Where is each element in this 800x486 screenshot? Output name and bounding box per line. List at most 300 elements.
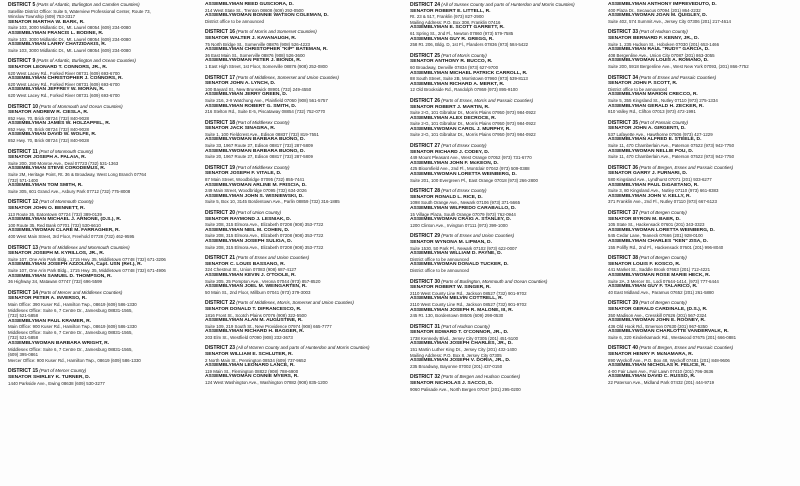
office-address: Suite 1530, 50 Park Pl., Newark 07102 (973) 622-0007 (410, 245, 517, 251)
legislator-name: ASSEMBLYWOMAN CHARLOTTE VANDERVALK, R. (608, 329, 729, 335)
office-address: District office to be announced (205, 18, 264, 24)
district-description: (Part of Bergen County) (639, 300, 687, 306)
legislator-name: ASSEMBLYMAN JOHN V. KELLY, R. (608, 193, 691, 199)
office-address: Middlesex Office: Suite 6, 7 Centre Dr., Jamesburg 08831-1565, (8, 329, 133, 335)
legislator-name: ASSEMBLYMAN JOHN F. McKEON, D. (410, 160, 499, 166)
legislator-name: ASSEMBLYMAN NICHOLAS R. FELICE, R. (608, 363, 707, 369)
district-block (410, 374, 593, 392)
district-heading (410, 143, 593, 150)
legislator-name: SENATOR WILLIAM E. SCHLUTER, R. (205, 352, 293, 358)
district-number: DISTRICT 40 (608, 345, 639, 352)
district-number: DISTRICT 16 (205, 29, 236, 36)
district-heading (205, 210, 388, 217)
legislator-name: ASSEMBLYMAN WILFREDO CARABALLO, D. (410, 206, 516, 211)
office-address: 203 Elm St., Westfield 07090 (908) 232-3673 (205, 334, 293, 340)
office-address: 2110 West County Line Rd., Jackson 08527 (732) 901-9702 (410, 301, 527, 307)
office-address: Suite 33, 1967 Route 27, Edison 08817 (732) 287-5809 (205, 143, 313, 149)
district-number: DISTRICT 18 (205, 119, 236, 126)
legislator-name: ASSEMBLYWOMAN DONALD TUCKER, D. (410, 262, 509, 268)
district-block (205, 345, 388, 385)
district-heading (205, 75, 388, 82)
directory-column-2 (205, 2, 388, 482)
legislator-name: ASSEMBLYWOMAN BARBARA BUONO, D. (205, 148, 305, 154)
office-address: Suite 305, 601 Grand Ave., Asbury Park 07712 (732) 775-8008 (8, 188, 131, 194)
district-description: (Parts of Bergen, Essex and Passaic Counties) (639, 164, 734, 170)
office-address: 580 Kingsland Ave., Lyndhurst 07071 (201) 933-6277 (608, 177, 712, 183)
district-heading (205, 255, 388, 262)
office-address: 36 East Main St., Somerville 08876 (908) 526-3600 (205, 52, 305, 58)
legislator-name: SENATOR GERALD CARDINALE, (D.S.), R. (608, 306, 708, 312)
legislator-name: ASSEMBLYMAN ANTHONY IMPREVEDUTO, D. (608, 2, 717, 7)
district-description: (Parts of Essex and Union Counties) (441, 233, 515, 239)
district-number: DISTRICT 21 (205, 255, 236, 262)
legislator-name: ASSEMBLYMAN JOSEPH CHARLES, JR., D. (410, 341, 513, 347)
district-heading (205, 120, 388, 127)
district-description: (All of Sussex County and parts of Hunterdon and Morris Counties) (441, 2, 575, 7)
legislator-name: ASSEMBLYMAN REED GUSCIORA, D. (205, 2, 294, 7)
district-heading (608, 300, 794, 307)
district-description: (Parts of Monmouth and Ocean Counties) (39, 103, 123, 109)
district-number: DISTRICT 12 (8, 199, 39, 206)
district-heading (205, 165, 388, 172)
district-block (205, 2, 388, 24)
legislator-name: SENATOR BERNARD F. KENNY, JR., D. (608, 35, 699, 41)
office-address: 9060 Palisade Ave., North Bergen 07047 (201) 295-0200 (410, 386, 521, 392)
district-block (205, 165, 388, 205)
legislator-name: SENATOR RONALD L. RICE, D. (410, 194, 483, 200)
district-heading (8, 149, 191, 156)
office-address: 151 Martin Luther King Dr., Jersey City (201) 432-1400 (410, 347, 517, 353)
legislator-name: SENATOR JOSEPH A. PALAIA, R. (8, 155, 87, 161)
office-address: 61 Spring St., 2nd Fl., Newton 07860 (973) 579-7585 (410, 30, 514, 36)
office-address: Suite 103, 3000 Midlantic Dr., Mt. Laurel 08054 (609) 234-0080 (8, 47, 131, 53)
district-number: DISTRICT 15 (8, 368, 39, 375)
district-block (608, 120, 794, 160)
district-heading (8, 245, 191, 252)
district-heading (205, 345, 388, 352)
office-address: 1816 Front St., Scotch Plains 07076 (908) 322-5500 (205, 312, 307, 318)
district-number: DISTRICT 23 (205, 345, 236, 352)
office-address: Suite 2A, 3 Mercer St., Lodi 07644-1414, (973) 777-6444 (608, 278, 719, 284)
district-heading (608, 120, 794, 127)
office-address: Suite 5, Box 10, 3145 Bordentown Ave., Parlin 08859 (732) 316-1885 (205, 199, 340, 205)
office-address: 87 Main Street, Woodbridge 07095 (732) 855-7441 (205, 177, 305, 183)
district-number: DISTRICT 34 (608, 74, 639, 81)
office-address: District office to be announced (410, 256, 469, 262)
district-block (608, 300, 794, 340)
legislator-name: ASSEMBLYMAN MARION CRECCO, R. (608, 92, 698, 98)
office-address: 810 Valley Rd., Clifton 07013 (973) 472-1991 (608, 109, 696, 115)
legislator-name: SENATOR JOHN A. LYNCH, D. (205, 81, 276, 87)
office-address: Suite 2-G, 101 Gibraltar Dr., Morris Plains 07950 (973) 984-0922 (410, 121, 536, 127)
legislator-name: ASSEMBLYMAN DAVID W. WOLFE, R. (8, 132, 97, 138)
district-block (205, 75, 388, 115)
office-address: 537 Lafayette Ave., Hawthorne 07506 (973) 427-1229 (608, 131, 713, 137)
office-address: 350 Madison Ave., Cresskill 07626 (201) 567-2324 (608, 312, 707, 318)
office-address: 400 West Main Street, 3rd Floor, Freehold 07728 (732) 462-9595 (8, 233, 135, 239)
office-address: 852 Hwy. 70, Brick 08724 (732) 840-9028 (8, 115, 89, 121)
directory-column-4 (608, 2, 794, 482)
district-number: DISTRICT 11 (8, 148, 38, 155)
office-address: Suite 2M, Heritage Point, Rt. 36 & Broadway, West Long Branch 07764 (8, 172, 147, 178)
office-address: Mailing Address: P.O. Box 308, Franklin 07416 (410, 19, 501, 25)
office-address: 60 Broadway, Denville 07834 (973) 627-9700 (410, 64, 499, 70)
district-block (205, 29, 388, 69)
office-address: 15 Village Plaza, South Orange 07079 (973) 762-0944 (410, 211, 516, 217)
district-description: (Part of Hudson County) (441, 323, 490, 329)
legislator-name: ASSEMBLYWOMAN ARLINE M. FRISCIA, D. (205, 182, 307, 188)
office-address: Mercer Office: 900 Kuser Rd., Hamilton Twp., 08619 (609) 586-1330 (8, 357, 141, 363)
district-number: DISTRICT 5 (8, 2, 36, 8)
legislator-name: ASSEMBLYMAN GUY R. GREGG, R. (410, 36, 494, 42)
office-address: Suite 20, 1967 Route 27, Edison 08817 (732) 287-5809 (205, 154, 313, 160)
legislator-name: SENATOR RICHARD J. CODEY, D. (410, 149, 490, 155)
legislator-name: ASSEMBLYMAN SAMUEL D. THOMPSON, R. (8, 273, 112, 279)
district-description: (Part of Bergen County) (639, 210, 687, 215)
district-heading (410, 2, 593, 9)
office-address: 1 East High Street, 1st Floor, Somerville 08876 (908) 252-0800 (205, 63, 328, 69)
legislator-name: SENATOR SHIRLEY K. TURNER, D. (8, 375, 91, 381)
district-number: DISTRICT 36 (608, 164, 639, 171)
district-description: (Parts of Middlesex, Somerset and Union Counties) (236, 74, 339, 80)
office-address: Suite 5, 355 Kingsland St., Nutley 07110 (973) 275-1334 (608, 97, 718, 103)
legislator-name: SENATOR NICHOLAS J. SACCO, D. (410, 381, 494, 387)
office-address: Suite 1, 235 Hudson St., Hoboken 07030 (201) 653-1466 (608, 41, 720, 47)
legislator-name: ASSEMBLYMAN E. SCOTT GARRETT, R. (410, 25, 505, 31)
legislator-name: SENATOR RAYMOND J. LESNIAK, D. (205, 216, 292, 222)
office-address: 436 Old Hook Rd., Emerson 07630 (201) 967-5350 (608, 323, 708, 329)
district-description: (Part of Monmouth County) (39, 199, 94, 205)
district-description: (Part of Union County) (236, 210, 282, 215)
district-heading (8, 199, 191, 206)
district-block (410, 324, 593, 370)
office-address: Winslow Township (609) 753-3317 (8, 14, 76, 20)
district-block (608, 255, 794, 295)
office-address: 235 Broadway, Bayonne 07002 (201) 437-0150 (410, 363, 503, 369)
office-address: Suite 109, 219 South St., New Providence 07974 (908) 665-7777 (205, 323, 332, 329)
district-number: DISTRICT 22 (205, 300, 236, 307)
office-address: 852 Hwy. 70, Brick 08724 (732) 840-9028 (8, 126, 89, 132)
office-address: Suite 6, 220 Kinderkamack Rd., Westwood 07675 (201) 666-0881 (608, 334, 737, 340)
district-block (608, 29, 794, 69)
district-description: (Parts of Middlesex, Morris, Somerset and Union Counties) (236, 300, 354, 306)
office-address: Suite 216, 2-9 Watchung Ave., Plainfield 07060 (908) 561-5757 (205, 97, 328, 103)
office-address: 216 Stelton Rd., Suite E-5, Piscataway 08854 (732) 752-0770 (205, 109, 326, 115)
district-heading (608, 75, 794, 82)
district-block (205, 255, 388, 295)
office-address: 620 West Lacey Rd., Forked River 08731 (609) 693-6700 (8, 70, 120, 76)
legislator-name: SENATOR JOSEPH F. VITALE, D. (205, 171, 282, 177)
legislator-name: SENATOR JOHN O. BENNETT, R. (8, 206, 85, 211)
district-description: (Part of Morris County) (441, 52, 487, 58)
district-number: DISTRICT 14 (8, 289, 39, 296)
district-block (608, 345, 794, 385)
district-heading (410, 374, 593, 381)
district-heading (410, 53, 593, 60)
office-address: (732) 521-5858 (8, 313, 39, 319)
district-block (8, 2, 191, 53)
office-address: 113 Route 35, Eatontown 07724 (732) 389-0139 (8, 211, 102, 217)
office-address: Suite 205, 25 Pompton Ave., Verona 07044 (973) 857-8520 (205, 278, 321, 284)
legislator-name: ASSEMBLYMAN PAUL KRAMER, R. (8, 318, 92, 324)
district-block (8, 368, 191, 386)
district-number: DISTRICT 10 (8, 103, 39, 110)
office-address: 620 West Lacey Rd., Forked River 08731 (609) 693-6700 (8, 81, 120, 87)
district-heading (205, 300, 388, 307)
legislator-name: ASSEMBLYWOMAN JOAN M. QUIGLEY, D. (608, 13, 708, 19)
district-number: DISTRICT 28 (410, 188, 441, 195)
district-heading (410, 279, 593, 286)
office-address: Suite 107, One Arin Park Bldg., 1715 Hwy. 35, Middletown 07748 (732) 671-3206 (8, 256, 166, 262)
legislator-name: SENATOR JOHN A. GIRGENTI, D. (608, 126, 686, 132)
office-address: 249 Main Street, Woodbridge 07095 (732) 634-2026 (205, 188, 307, 194)
district-heading (608, 29, 794, 36)
district-description: (Parts of Essex and Union Counties) (236, 255, 310, 261)
district-description: (Part of Essex County) (441, 143, 487, 149)
district-number: DISTRICT 25 (410, 52, 441, 59)
office-address: Mailing Address: P.O. Box 8, Jersey City 07305 (410, 352, 502, 358)
legislator-name: ASSEMBLYMAN MICHAEL J. ARNONE, (D.S.), R. (8, 217, 122, 223)
district-description: (Parts of Burlington, Monmouth and Ocean Counties) (441, 278, 548, 284)
legislator-name: ASSEMBLYWOMAN NELLIE POU, D. (608, 148, 694, 154)
office-address: Suite 11, 470 Chamberlain Ave., Paterson 07522 (973) 942-7750 (608, 143, 735, 149)
district-heading (410, 188, 593, 195)
legislator-name: ASSEMBLYMAN FRANCIS L. BODINE, R. (8, 30, 104, 36)
legislator-name: SENATOR ANDREW R. CIESLA, R. (8, 110, 89, 116)
legislator-name: ASSEMBLYMAN MELVIN COTTRELL, R. (410, 296, 503, 302)
district-number: DISTRICT 31 (410, 323, 441, 330)
legislator-name: SENATOR GARRY J. FURNARI, D. (608, 171, 688, 177)
district-block (8, 58, 191, 98)
office-address: 258 Rt. 206, Bldg. D, 1st Fl., Flanders 07836 (973) 584-5422 (410, 42, 529, 48)
office-address: Suite 2-G, 101 Gibraltar Dr., Morris Plains 07950 (973) 984-0922 (410, 132, 536, 138)
district-block (205, 120, 388, 160)
legislator-name: ASSEMBLYMAN TOM SMITH, R. (8, 183, 83, 189)
district-block (8, 104, 191, 144)
legislator-name: SENATOR JOHN P. SCOTT, R. (608, 81, 678, 87)
directory-column-1 (8, 2, 191, 482)
office-address: Suite 3, 80 Kingsland Ave., Nutley 07110 (973) 661-8383 (608, 188, 719, 194)
office-address: 36 Highway 34, Matawan 07747 (732) 696-5599 (8, 279, 102, 285)
office-address: 155 Polifly Rd., 2nd Fl., Hackensack 07601 (201) 996-8040 (608, 244, 724, 250)
office-address: 245 Rt. 130, Bordentown 08505 (609) 298-0530 (410, 313, 504, 319)
office-address: 441 Market St., Saddle Brook 07663 (201) 712-4221 (608, 267, 711, 273)
district-description: (Parts of Bergen and Hudson Counties) (441, 374, 521, 380)
legislator-name: ASSEMBLYMAN JOSEPH AZZOLINA, Capt. USN (Ret.), R. (8, 262, 143, 268)
legislator-name: SENATOR MARTHA W. BARK, R. (8, 19, 85, 25)
district-block (608, 165, 794, 205)
legislator-name: ASSEMBLYMAN GUY F. TALARICO, R. (608, 284, 698, 290)
district-description: (Part of Monmouth County) (39, 148, 94, 154)
district-block (410, 279, 593, 319)
legislator-name: SENATOR EDWARD T. O'CONNOR, JR., D. (410, 330, 509, 336)
office-address: 4-00 Fair Lawn Ave., Fair Lawn 07410 (201) 796-3636 (608, 368, 714, 374)
district-description: (Parts of Morris and Somerset Counties) (236, 29, 317, 35)
district-number: DISTRICT 37 (608, 210, 639, 216)
legislator-name: SENATOR WYNONA M. LIPMAN, D. (410, 239, 492, 245)
office-address: 2110 West County Line Rd., Jackson 08527 (732) 901-9702 (410, 290, 527, 296)
legislator-name: ASSEMBLYMAN ROBERT G. SMITH, D. (205, 103, 297, 109)
legislator-name: ASSEMBLYMAN KEVIN J. O'TOOLE, R. (205, 272, 296, 278)
office-address: 324 Chestnut St., Union 07083 (908) 687-4127 (205, 267, 297, 273)
district-block (608, 75, 794, 115)
district-description: (Parts of Atlantic, Burlington and Camden Counties) (36, 2, 140, 7)
legislator-name: ASSEMBLYWOMAN LOUIS A. ROMANO, D. (608, 58, 709, 64)
office-address: 890 Wyckoff Ave., P.O. Box 48, Wyckoff 07481 (201) 848-9606 (608, 357, 730, 363)
office-address: 124 West Washington Ave., Washington 07882 (908) 835-1200 (205, 380, 328, 386)
office-address: Main Office: 900 Kuser Rd., Hamilton Twp., 08619 (609) 586-1330 (8, 324, 137, 330)
legislator-name: SENATOR ROBERT W. SINGER, R. (410, 285, 491, 291)
district-heading (8, 2, 191, 9)
office-address: Suite 208, 315 Elmora Ave., Elizabeth 07208 (908) 353-7722 (205, 222, 324, 228)
district-number: DISTRICT 29 (410, 233, 441, 240)
legislator-name: ASSEMBLYMAN RICHARD A. MERKT, R. (410, 81, 505, 87)
legislator-name: ASSEMBLYMAN JOEL M. WEINGARTEN, R. (205, 284, 307, 290)
district-number: DISTRICT 38 (608, 255, 639, 262)
district-description: (Parts of Essex and Passaic Counties) (639, 74, 717, 80)
district-number: DISTRICT 19 (205, 164, 236, 171)
district-number: DISTRICT 35 (608, 119, 639, 126)
district-number: DISTRICT 13 (8, 244, 39, 251)
office-address: 214 West State St., Trenton 08608 (609) 292-0500 (205, 7, 304, 13)
district-heading (8, 290, 191, 297)
legislator-name: SENATOR LEONARD T. CONNORS, JR., R. (8, 64, 108, 70)
district-block (8, 245, 191, 285)
office-address: Middlesex Office: Suite 6, 7 Centre Dr., Jamesburg 08831-1565, (8, 307, 133, 313)
district-heading (8, 58, 191, 65)
district-description: (Part of Middlesex County) (236, 164, 290, 170)
district-block (410, 98, 593, 138)
legislator-name: ASSEMBLYWOMAN CLARE M. FARRAGHER, R. (8, 228, 120, 234)
legislator-name: ASSEMBLYWOMAN CAROL J. MURPHY, R. (410, 126, 511, 132)
district-heading (608, 345, 794, 352)
office-address: (609) 395-0861 (8, 352, 39, 358)
district-block (410, 143, 593, 183)
district-heading (608, 210, 794, 217)
legislator-name: ASSEMBLYWOMAN ROSE MARIE HECK, R. (608, 272, 711, 278)
legislator-name: SENATOR ANTHONY R. BUCCO, R. (410, 59, 493, 65)
district-number: DISTRICT 27 (410, 143, 441, 150)
office-address: District office to be announced (410, 267, 469, 273)
district-block (608, 210, 794, 250)
office-address: (732) 571-1400 (8, 177, 39, 183)
district-description: (Parts of Mercer and Middlesex Counties) (39, 289, 123, 295)
legislator-name: ASSEMBLYMAN JOSEPH R. MALONE, III, R. (410, 307, 514, 313)
district-description: (Part of Passaic County) (639, 119, 689, 125)
office-address: Suite 107, One Arin Park Bldg., 1715 Hwy. 35, Middletown 07748 (732) 671-4906 (8, 267, 166, 273)
district-description: (Parts of Essex, Morris and Passaic Counties) (441, 97, 534, 103)
legislator-name: SENATOR WALTER J. KAVANAUGH, R. (205, 35, 297, 41)
legislator-name: ASSEMBLYMAN RAUL "RUDY" GARCIA, D. (608, 47, 710, 53)
district-block (8, 199, 191, 239)
office-address: Suite 103, 3000 Midlantic Dr., Mt. Laurel 08054 (609) 234-0080 (8, 25, 131, 31)
office-address: Suite 2-G, 101 Gibraltar Dr., Morris Plains 07950 (973) 984-0922 (410, 110, 536, 116)
office-address: 50 Main St., 2nd Floor, Millburn 07041 (973) 379-3003 (205, 289, 311, 295)
district-description: (Part of Mercer County) (39, 368, 87, 374)
office-address: Middlesex Office: Suite 6, 7 Centre Dr., Jamesburg 08831-1565, (8, 346, 133, 352)
legislator-name: ASSEMBLYMAN JEFFREY W. MORAN, R. (8, 87, 105, 93)
legislator-name: ASSEMBLYWOMAN PETER J. BIONDI, R. (205, 58, 302, 64)
legislator-name: ASSEMBLYWOMAN LORETTA WEINBERG, D. (410, 172, 517, 178)
district-number: DISTRICT 26 (410, 97, 441, 104)
district-heading (205, 29, 388, 36)
office-address: District office to be announced (608, 86, 667, 92)
district-block (205, 300, 388, 340)
office-address: 105 State St., Hackensack 07601 (201) 343-3323 (608, 222, 705, 228)
district-heading (608, 165, 794, 172)
legislator-name: ASSEMBLYMAN DAVID C. RUSSO, R. (608, 374, 696, 380)
district-description: (Parts of Bergen, Essex and Passaic Counties) (639, 345, 734, 351)
legislator-name: ASSEMBLYMAN LARRY CHATZIDAKIS, R. (8, 42, 107, 48)
district-description: (Parts of Middlesex and Monmouth Counties) (39, 244, 130, 250)
legislator-name: ASSEMBLYMAN NEIL M. COHEN, D. (205, 227, 290, 233)
legislator-name: ASSEMBLYMAN JAMES W. HOLZAPFEL, R. (8, 121, 111, 127)
office-address: Suite 208, 315 Elmora Ave., Elizabeth 07208 (908) 353-7722 (205, 233, 324, 239)
district-number: DISTRICT 17 (205, 74, 236, 81)
legislator-name: ASSEMBLYWOMAN BARBARA WRIGHT, R. (8, 341, 110, 347)
district-block (8, 290, 191, 364)
legislator-name: ASSEMBLYWOMAN CRAIG A. STANLEY, D. (410, 217, 512, 223)
office-address: 852 Hwy. 70, Brick 08724 (732) 840-9028 (8, 138, 89, 144)
office-address: 100 Route 35, Red Bank 07701 (732) 530-6610 (8, 222, 101, 228)
district-block (8, 149, 191, 195)
district-number: DISTRICT 39 (608, 300, 639, 307)
district-heading (410, 98, 593, 105)
district-number: DISTRICT 33 (608, 29, 639, 36)
district-number: DISTRICT 32 (410, 374, 441, 381)
office-address: 620 West Lacey Rd., Forked River 08731 (609) 693-6700 (8, 92, 120, 98)
office-address: 545 Cedar Lane, Teaneck 07666 (201) 928-0100 (608, 233, 703, 239)
district-block (205, 210, 388, 250)
office-address: 2 North Main St., Pennington 08534 (609) 737-9652 (205, 357, 307, 363)
office-address: 1440 Parkside Ave., Ewing 08638 (609) 530-3277 (8, 380, 105, 386)
district-heading (8, 368, 191, 375)
directory-column-3 (410, 2, 593, 482)
office-address: 408 Bergenline Ave., Union City 07087 (201) 863-3055 (608, 52, 715, 58)
legislator-name: ASSEMBLYWOMAN CONNIE MYERS, R. (205, 374, 299, 380)
district-block (410, 233, 593, 273)
district-heading (410, 324, 593, 331)
legislator-name: ASSEMBLYMAN STEVE CORODEMUS, R. (8, 166, 106, 172)
office-address: 40 East Midland Ave., Paramus 07652 (201) 261-5880 (608, 289, 714, 295)
legislator-name: SENATOR C. LOUIS BASSANO, R. (205, 261, 285, 267)
district-number: DISTRICT 20 (205, 210, 236, 216)
district-heading (410, 233, 593, 240)
legislator-name: ASSEMBLYMAN JOSEPH SULIGA, D. (205, 238, 293, 244)
office-address: 1200 Clinton Ave., Irvington 07111 (973) 399-1000 (410, 222, 508, 228)
district-number: DISTRICT 9 (8, 58, 36, 65)
office-address: (732) 521-5858 (8, 335, 39, 341)
office-address: 371 Franklin Ave., 2nd Fl., Nutley 07110 (973) 667-6123 (608, 199, 717, 205)
legislator-name: ASSEMBLYMAN JOSEPH V. DORIA, JR., D. (410, 358, 511, 364)
legislator-name: ASSEMBLYMAN PAUL DiGAETANO, R. (608, 182, 699, 188)
legislator-name: ASSEMBLYMAN CHRISTOPHER J. CONNORS, R. (8, 76, 123, 82)
district-description: (Part of Bergen County) (639, 255, 687, 261)
district-description: (Parts of Atlantic, Burlington and Ocean Counties) (36, 58, 136, 64)
legislator-name: ASSEMBLYWOMAN BARBARA BUONO, D. (205, 137, 305, 143)
office-address: Suite 200, 5918 Bergenline Ave., West New York 07093, (201) 866-7752 (608, 63, 749, 69)
office-address: Suite 402, 574 Summit Ave., Jersey City 07306 (201) 217-4614 (608, 18, 731, 24)
legislator-name: ASSEMBLYMAN JOHN S. WISNIEWSKI, D. (205, 193, 304, 199)
legislator-name: SENATOR ROBERT E. LITTELL, R. (410, 8, 491, 14)
legislator-name: ASSEMBLYMAN LEONARD LANCE, R. (205, 363, 295, 369)
legislator-name: ASSEMBLYMAN CHRISTOPHER "KIP" BATEMAN, R. (205, 47, 328, 53)
legislator-name: SENATOR HENRY P. McNAMARA, R. (608, 352, 694, 358)
legislator-name: ASSEMBLYMAN MICHAEL PATRICK CARROLL, R. (410, 70, 528, 76)
office-address: 400 Plaza Dr., Secaucus 07094 (201) 864-2232 (608, 7, 701, 13)
legislator-name: ASSEMBLYWOMAN JOHN E. ROONEY, R. (608, 318, 706, 324)
legislator-name: ASSEMBLYWOMAN LORETTA WEINBERG, D. (608, 227, 715, 233)
